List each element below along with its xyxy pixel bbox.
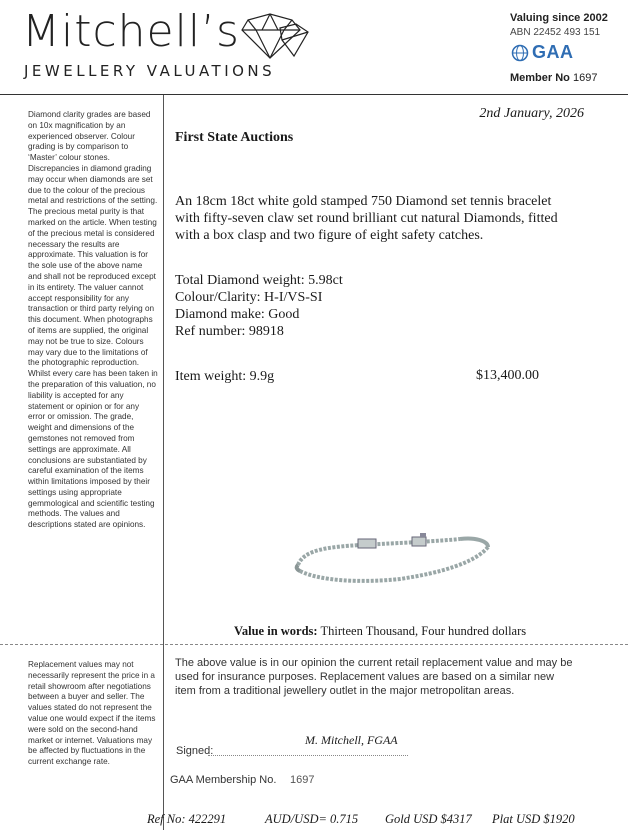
footer-exchange-rate: AUD/USD= 0.715 [265, 812, 359, 826]
member-number [510, 72, 597, 84]
item-weight: Item weight: 9.9g [175, 369, 275, 384]
brand-name: Mitchell’s [22, 6, 240, 57]
ref-number: Ref number: 98918 [175, 324, 284, 339]
abn-number: ABN 22452 493 151 [510, 27, 601, 38]
value-in-words [234, 624, 526, 639]
diamond-make: Diamond make: Good [175, 307, 300, 322]
valuation-date: 2nd January, 2026 [479, 106, 584, 121]
signed-label: Signed: [176, 745, 214, 757]
footer-ref-no: Ref No: 422291 [147, 812, 227, 826]
client-name: First State Auctions [175, 130, 294, 145]
valuation-price: $13,400.00 [476, 368, 539, 383]
colour-clarity: Colour/Clarity: H-I/VS-SI [175, 290, 323, 305]
footer-platinum-price: Plat USD $1920 [492, 812, 575, 826]
gaa-membership-label: GAA Membership No. [170, 774, 277, 786]
column-divider [163, 95, 164, 830]
signature-line [208, 755, 408, 756]
section-divider [0, 644, 628, 645]
member-label: Member No [510, 72, 570, 84]
value-words-text: Thirteen Thousand, Four hundred dollars [320, 624, 527, 638]
diamond-logo-icon [240, 10, 310, 62]
brand-subtitle: JEWELLERY VALUATIONS [24, 62, 276, 80]
item-description: An 18cm 18ct white gold stamped 750 Diamond set tennis bracelet with fifty-seven claw set round brilliant cut natural Diamonds, fitted with a box clasp and two figure of eight safety catches. [175, 194, 558, 243]
retail-value-note: The above value is in our opinion the current retail replacement value and may be used for insurance purposes. Replacement values are based on a similar new item from a traditional jewellery outlet in the major metropolitan areas. [175, 657, 573, 697]
replacement-disclaimer: Replacement values may not necessarily represent the price in a retail showroom after negotiations between a buyer and seller. The values stated do not represent the value one would expect if the items were sold on the second-hand market or internet. Valuations may be affected by fluctuations in the current exchange rate. [28, 660, 156, 767]
disclaimer-text: Diamond clarity grades are based on 10x magnification by an experienced observer. Colour grading is by comparison to ‘Master’ colour stones. Discrepancies in diamond grading may occur when diamonds are set due to the colour of the precious metal and restrictions of the setting. The precious metal purity is that marked on the article. When testing of the precious metal is considered necessary the results are approximate. This valuation is for the sole use of the above name and shall not be reproduced except in its entirety. The valuer cannot accept responsibility for any transaction or third party relying on this document. When photographs of items are supplied, the original may not be true to size. Colours may vary due to the limitations of the photographic reproduction. Whilst every care has been taken in the preparation of this valuation, no liability is accepted for any statement or opinion or for any error or omission. The grade, weight and dimensions of the gemstones not removed from settings are approximate. All conclusions are substantiated by careful examination of the items within limitations imposed by their settings using appropriate gemmological and scientific testing methods. The values and descriptions stated are opinions. [28, 110, 158, 530]
total-diamond-weight: Total Diamond weight: 5.98ct [175, 273, 343, 288]
header-divider [0, 94, 628, 95]
footer-gold-price: Gold USD $4317 [385, 812, 472, 826]
gaa-globe-icon [511, 44, 529, 62]
value-words-label: Value in words: [234, 624, 318, 638]
member-no-value: 1697 [572, 72, 598, 84]
valuer-signature: M. Mitchell, FGAA [305, 733, 398, 747]
gaa-membership-number: 1697 [290, 774, 315, 786]
bracelet-photo [290, 525, 500, 595]
valuing-since: Valuing since 2002 [510, 12, 608, 24]
gaa-logo-text: GAA [532, 42, 574, 62]
